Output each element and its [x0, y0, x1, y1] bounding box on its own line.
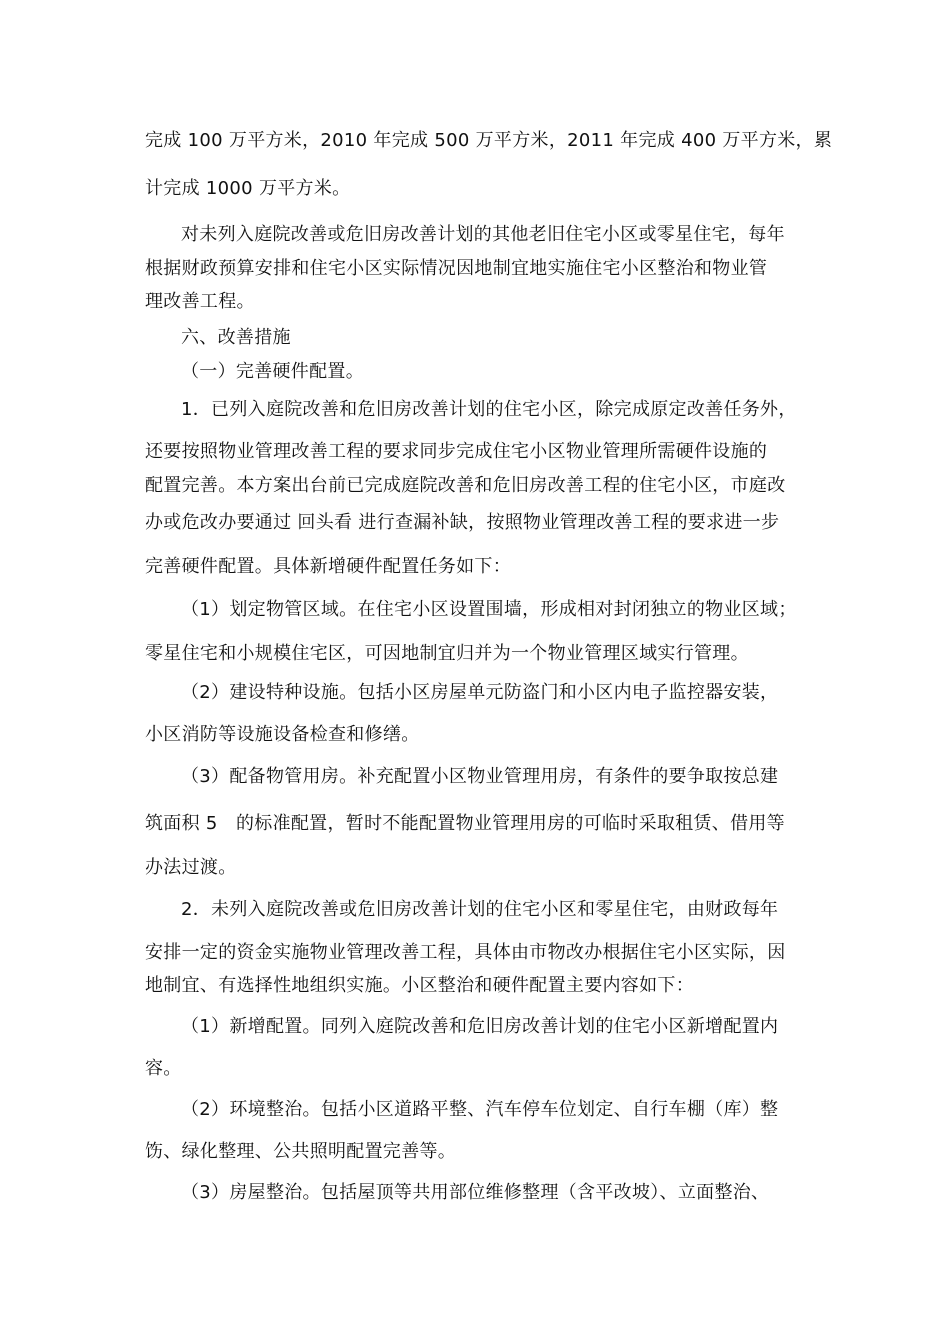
text-line: 容。 [145, 1058, 182, 1079]
text-line: 办或危改办要通过 回头看 进行查漏补缺，按照物业管理改善工程的要求进一步 [145, 512, 780, 533]
text-line: 零星住宅和小规模住宅区，可因地制宜归并为一个物业管理区域实行管理。 [145, 643, 749, 664]
text-line: 还要按照物业管理改善工程的要求同步完成住宅小区物业管理所需硬件设施的 [145, 441, 768, 462]
text-line: 小区消防等设施设备检查和修缮。 [145, 724, 420, 745]
text-line: 办法过渡。 [145, 857, 237, 878]
text-line: 理改善工程。 [145, 291, 255, 312]
text-line: 计完成 1000 万平方米。 [145, 178, 351, 199]
text-line: 配置完善。本方案出台前已完成庭院改善和危旧房改善工程的住宅小区，市庭改 [145, 475, 786, 496]
text-line: （3）配备物管用房。补充配置小区物业管理用房，有条件的要争取按总建 [181, 766, 779, 787]
text-line: （3）房屋整治。包括屋顶等共用部位维修整理（含平改坡）、立面整治、 [181, 1182, 770, 1203]
text-line: （2）建设特种设施。包括小区房屋单元防盗门和小区内电子监控器安装， [181, 682, 779, 703]
text-line: 对未列入庭院改善或危旧房改善计划的其他老旧住宅小区或零星住宅，每年 [181, 224, 785, 245]
text-line: 地制宜、有选择性地组织实施。小区整治和硬件配置主要内容如下： [145, 975, 694, 996]
subsection-heading: （一）完善硬件配置。 [181, 361, 364, 382]
text-line: （1）新增配置。同列入庭院改善和危旧房改善计划的住宅小区新增配置内 [181, 1016, 779, 1037]
text-line: 根据财政预算安排和住宅小区实际情况因地制宜地实施住宅小区整治和物业管 [145, 258, 768, 279]
text-line: 完善硬件配置。具体新增硬件配置任务如下： [145, 556, 511, 577]
text-line: （1）划定物管区域。在住宅小区设置围墙，形成相对封闭独立的物业区域； [181, 599, 797, 620]
text-line: 1．已列入庭院改善和危旧房改善计划的住宅小区，除完成原定改善任务外， [181, 399, 797, 420]
text-line: 安排一定的资金实施物业管理改善工程，具体由市物改办根据住宅小区实际，因 [145, 942, 786, 963]
text-line: 2．未列入庭院改善或危旧房改善计划的住宅小区和零星住宅，由财政每年 [181, 899, 779, 920]
text-line: 筑面积 5 的标准配置，暂时不能配置物业管理用房的可临时采取租赁、借用等 [145, 813, 785, 834]
text-line: 完成 100 万平方米，2010 年完成 500 万平方米，2011 年完成 400 万平方米，累 [145, 130, 833, 151]
text-line: （2）环境整治。包括小区道路平整、汽车停车位划定、自行车棚（库）整 [181, 1099, 779, 1120]
section-heading: 六、改善措施 [181, 327, 291, 348]
text-line: 饬、绿化整理、公共照明配置完善等。 [145, 1141, 457, 1162]
